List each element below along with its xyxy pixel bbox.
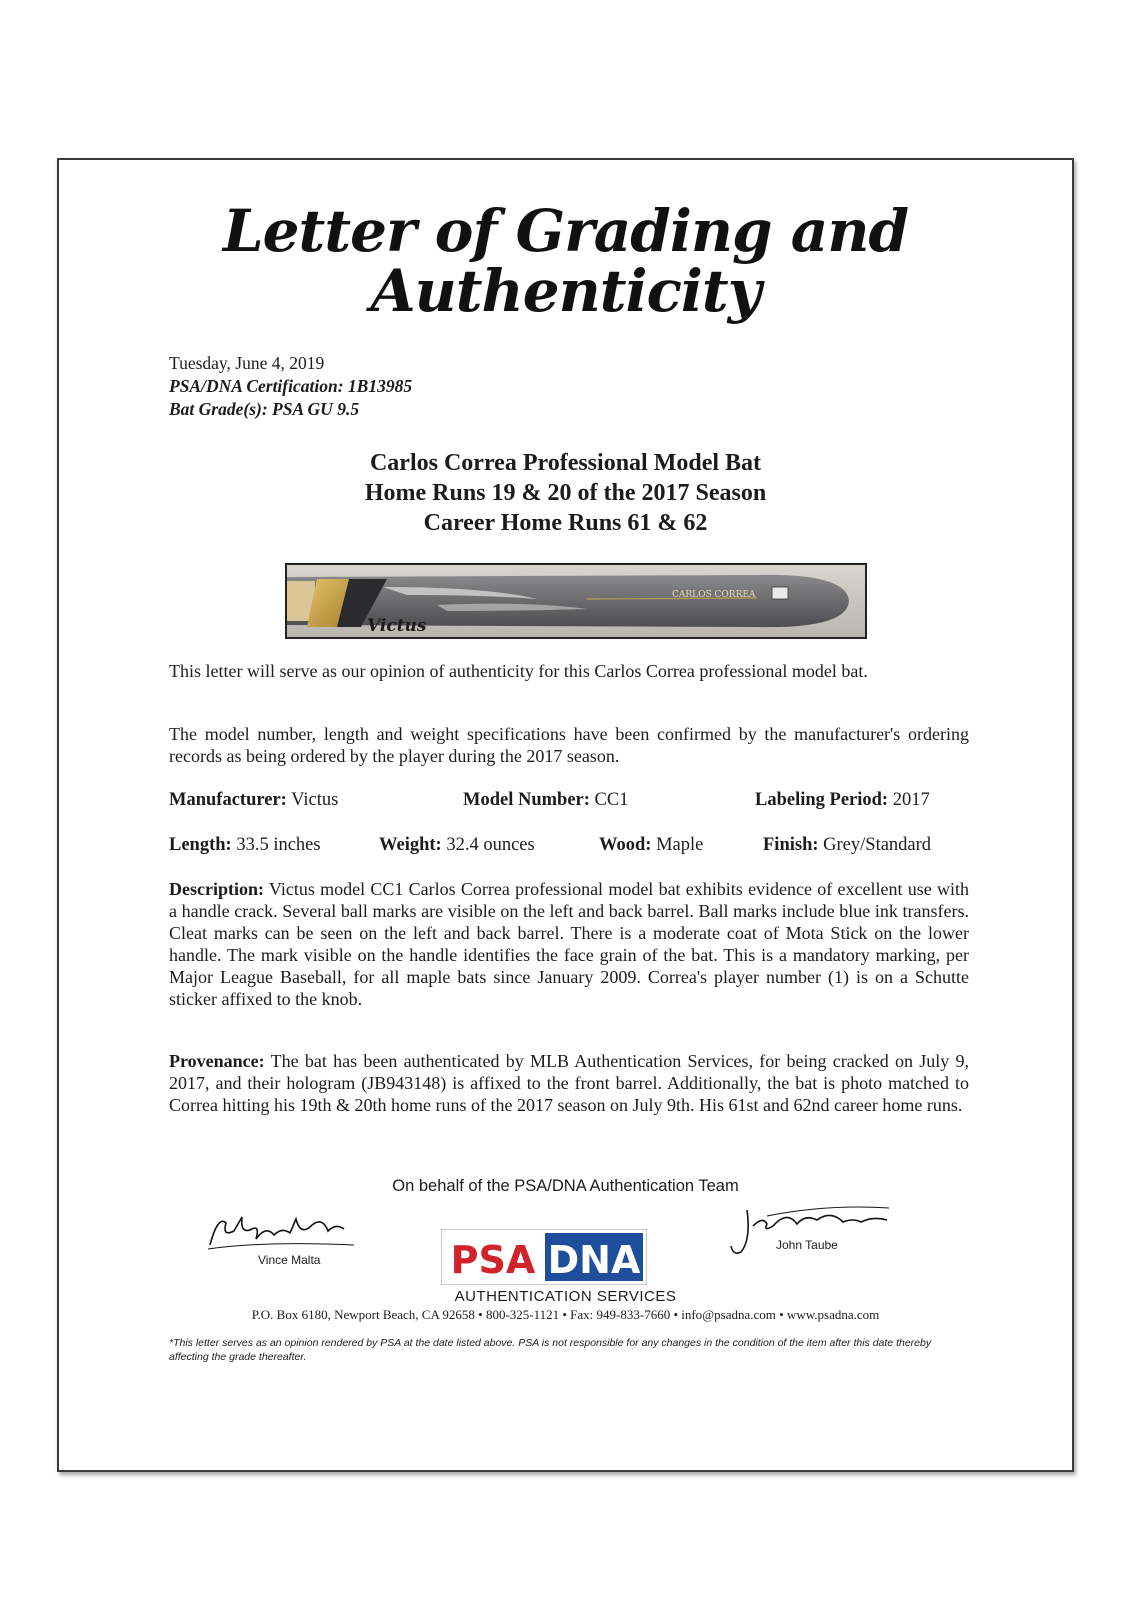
spec-value: Maple bbox=[656, 835, 704, 855]
bat-image bbox=[287, 565, 865, 637]
spec-label: Length: bbox=[169, 835, 232, 855]
certificate-letter bbox=[57, 158, 1074, 1472]
provenance-paragraph bbox=[169, 1050, 969, 1116]
headline-line: Carlos Correa Professional Model Bat bbox=[369, 450, 762, 476]
spec-value: Grey/Standard bbox=[823, 835, 932, 855]
logo-left-text: PSA bbox=[450, 1238, 536, 1282]
spec-label: Finish: bbox=[763, 835, 819, 855]
spec-wood bbox=[599, 835, 703, 856]
description-paragraph bbox=[169, 878, 969, 1010]
bat-barrel-text: CARLOS CORREA bbox=[672, 590, 756, 600]
opinion-paragraph: This letter will serve as our opinion of authenticity for this Carlos Correa professional model bat. bbox=[169, 661, 868, 681]
authentication-services-label: AUTHENTICATION SERVICES bbox=[454, 1288, 677, 1305]
psa-dna-logo bbox=[441, 1229, 647, 1285]
spec-length bbox=[169, 835, 321, 856]
spec-label: Wood: bbox=[599, 835, 652, 855]
spec-manufacturer bbox=[169, 790, 338, 811]
disclaimer-text: *This letter serves as an opinion rendered by PSA at the date listed above. PSA is not responsible for any changes in the condition of the item after this date thereby affecting the grade thereafter. bbox=[169, 1337, 932, 1363]
provenance-label: Provenance: bbox=[169, 1051, 265, 1071]
signer-left-name: Vince Malta bbox=[258, 1253, 321, 1267]
spec-labeling-period bbox=[755, 790, 930, 811]
spec-label: Model Number: bbox=[463, 790, 590, 810]
spec-value: 2017 bbox=[892, 790, 930, 810]
letter-title-line1: Letter of Grading and bbox=[222, 197, 909, 265]
spec-weight bbox=[379, 835, 535, 856]
bat-brand-text: Victus bbox=[367, 616, 427, 636]
behalf-line: On behalf of the PSA/DNA Authentication Team bbox=[392, 1177, 739, 1195]
signer-right-name: John Taube bbox=[776, 1238, 838, 1252]
spec-label: Labeling Period: bbox=[755, 790, 889, 810]
hologram-sticker bbox=[772, 587, 788, 599]
specs-confirmation-paragraph: The model number, length and weight specifications have been confirmed by the manufacturer's ordering records as being ordered by the player during the 2017 season. bbox=[169, 724, 969, 766]
bat-grade: Bat Grade(s): PSA GU 9.5 bbox=[169, 399, 360, 419]
spec-label: Manufacturer: bbox=[169, 790, 287, 810]
letter-title-line2: Authenticity bbox=[370, 257, 761, 325]
spec-value: 32.4 ounces bbox=[446, 835, 535, 855]
spec-value: Victus bbox=[291, 790, 339, 810]
item-headline bbox=[59, 448, 1072, 538]
bat-photo bbox=[285, 563, 867, 639]
spec-value: CC1 bbox=[594, 790, 629, 810]
letter-date: Tuesday, June 4, 2019 bbox=[169, 353, 325, 373]
signature-left-icon bbox=[204, 1205, 364, 1255]
spec-label: Weight: bbox=[379, 835, 442, 855]
meta-block bbox=[169, 352, 412, 421]
contact-line: P.O. Box 6180, Newport Beach, CA 92658 • 800-325-1121 • Fax: 949-833-7660 • info@psadna.com • www.psadna.com bbox=[251, 1307, 880, 1322]
spec-finish bbox=[763, 835, 931, 856]
certification-number: PSA/DNA Certification: 1B13985 bbox=[169, 376, 413, 396]
description-label: Description: bbox=[169, 879, 264, 899]
logo-right-text: DNA bbox=[547, 1238, 641, 1282]
headline-line: Career Home Runs 61 & 62 bbox=[423, 510, 708, 536]
psa-dna-logo-icon bbox=[441, 1229, 647, 1285]
description-text: Victus model CC1 Carlos Correa professional model bat exhibits evidence of excellent use with a handle crack. Several ball marks are visible on the left and back barrel. Ball marks include blue ink transfers. Cleat marks can be seen on the left and back barrel. There is a moderate coat of Mota Stick on the lower handle. The mark visible on the handle identifies the face grain of the bat. This is a mandatory marking, per Major League Baseball, for all maple bats since January 2009. Correa's player number (1) is on a Schutte sticker affixed to the knob. bbox=[169, 879, 969, 1009]
provenance-text: The bat has been authenticated by MLB Authentication Services, for being cracked on July 9, 2017, and their hologram (JB943148) is affixed to the front barrel. Additionally, the bat is photo matched to Correa hitting his 19th & 20th home runs of the 2017 season on July 9th. His 61st and 62nd career home runs. bbox=[169, 1051, 969, 1115]
spec-model-number bbox=[463, 790, 628, 811]
spec-value: 33.5 inches bbox=[236, 835, 321, 855]
headline-line: Home Runs 19 & 20 of the 2017 Season bbox=[364, 480, 767, 506]
